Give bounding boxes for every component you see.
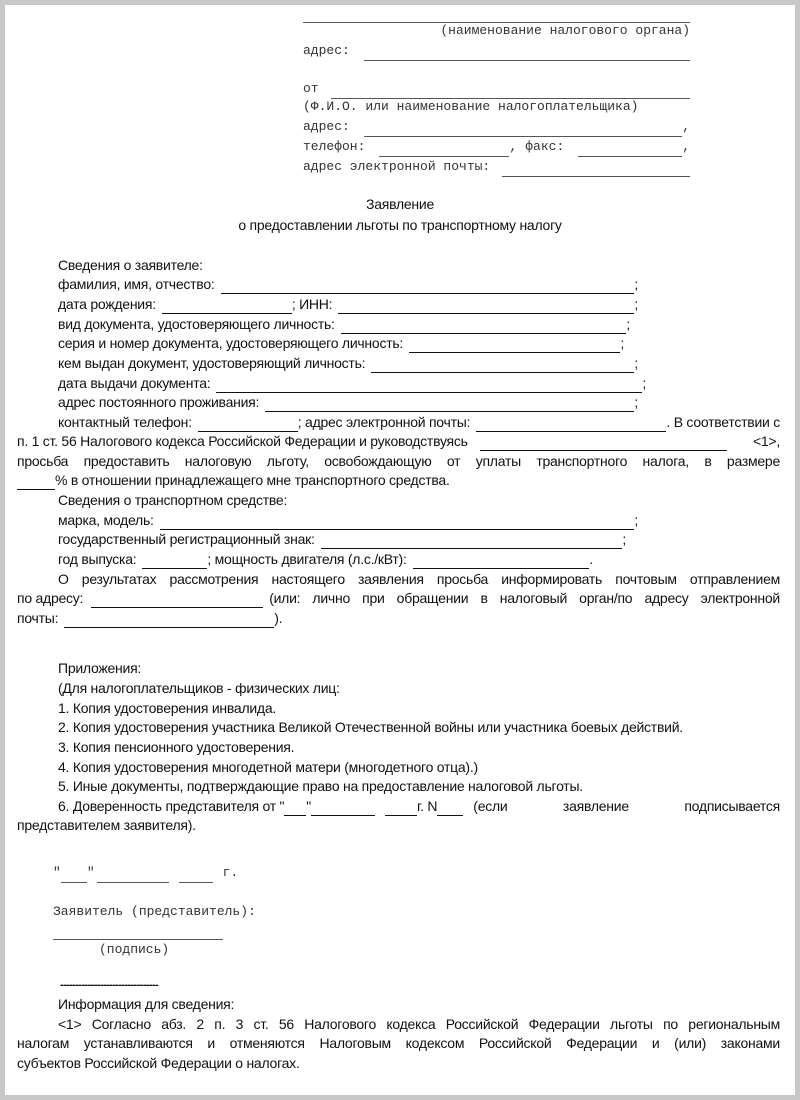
attachment-item: 4. Копия удостоверения многодетной матери (многодетного отца).) xyxy=(58,759,478,775)
benefit-basis-text: п. 1 ст. 56 Налогового кодекса Российской Федерации и руководствуясь xyxy=(17,433,468,449)
footnote-separator: -------------------------------- xyxy=(60,979,159,991)
address-label: адрес: xyxy=(303,43,350,58)
taxpayer-caption: (Ф.И.О. или наименование налогоплательщика) xyxy=(303,99,639,114)
birth-date-label: дата рождения: xyxy=(58,296,156,312)
id-doc-type-row: вид документа, удостоверяющего личность: ; xyxy=(58,316,630,332)
poa-year-field[interactable] xyxy=(385,800,417,816)
fax-label: факс: xyxy=(525,139,565,154)
vehicle-model-row: марка, модель: ; xyxy=(58,512,638,528)
id-doc-number-row: серия и номер документа, удостоверяющего личность: ; xyxy=(58,335,624,351)
benefit-basis-row xyxy=(17,431,780,451)
contact-row xyxy=(58,412,780,432)
poa-condition-text-cont: представителем заявителя). xyxy=(17,817,196,833)
contact-phone-label: контактный телефон: xyxy=(58,414,192,430)
inn-field[interactable] xyxy=(338,298,634,314)
footnote-text: субъектов Российской Федерации о налогах. xyxy=(17,1055,300,1071)
taxpayer-address-row: адрес: , xyxy=(303,117,690,137)
attachment-item: 3. Копия пенсионного удостоверения. xyxy=(58,739,295,755)
contact-phone-field[interactable] xyxy=(198,416,298,432)
email-field[interactable] xyxy=(502,161,690,177)
vehicle-year-power-row: год выпуска: ; мощность двигателя (л.с./кВт): . xyxy=(58,551,593,567)
attachments-heading: Приложения: xyxy=(58,660,142,676)
sign-year-field[interactable] xyxy=(179,867,213,883)
full-name-label: фамилия, имя, отчество: xyxy=(58,276,215,292)
benefit-request-text: просьба предоставить налоговую льготу, освобождающую от уплаты транспортного налога, в размере xyxy=(17,453,780,469)
phone-field[interactable] xyxy=(379,141,509,157)
vehicle-model-label: марка, модель: xyxy=(58,512,154,528)
poa-month-field[interactable] xyxy=(311,800,375,816)
accordance-text: . В соответствии с xyxy=(666,414,780,430)
residence-row: адрес постоянного проживания: ; xyxy=(58,394,638,410)
attachment-item: 1. Копия удостоверения инвалида. xyxy=(58,700,277,716)
result-alt-text: (или: лично при обращении в налоговый орган/по адресу электронной xyxy=(269,590,780,606)
result-address-label: по адресу: xyxy=(17,590,84,606)
result-notify-text: О результатах рассмотрения настоящего заявления просьба информировать почтовым отправлением xyxy=(58,571,780,587)
benefit-percent-row xyxy=(17,470,450,490)
phone-fax-row: телефон: , факс: , xyxy=(303,137,690,157)
full-name-row: фамилия, имя, отчество: ; xyxy=(58,276,638,292)
benefit-percent-text: % в отношении принадлежащего мне транспортного средства. xyxy=(55,472,450,488)
id-doc-number-label: серия и номер документа, удостоверяющего личность: xyxy=(58,335,404,351)
vehicle-power-label: ; мощность двигателя (л.с./кВт): xyxy=(207,551,407,567)
email-label: адрес электронной почты: xyxy=(303,159,491,174)
vehicle-power-field[interactable] xyxy=(413,553,590,569)
full-name-field[interactable] xyxy=(221,278,635,294)
inn-label: ; ИНН: xyxy=(291,296,333,312)
result-address-row xyxy=(17,588,780,608)
id-doc-issuer-field[interactable] xyxy=(371,357,634,373)
benefit-law-field[interactable] xyxy=(480,435,727,451)
year-suffix: г. xyxy=(222,865,239,880)
vehicle-plate-row: государственный регистрационный знак: ; xyxy=(58,531,626,547)
poa-number-field[interactable] xyxy=(437,800,463,816)
result-email-label: почты: xyxy=(17,610,59,626)
id-doc-type-field[interactable] xyxy=(341,318,627,334)
result-address-field[interactable] xyxy=(91,592,263,608)
id-doc-issuer-label: кем выдан документ, удостоверяющий личность: xyxy=(58,355,366,371)
sign-month-field[interactable] xyxy=(97,867,169,883)
id-doc-number-field[interactable] xyxy=(409,337,620,353)
from-row xyxy=(303,79,690,99)
benefit-percent-field[interactable] xyxy=(17,474,55,490)
birth-inn-row: дата рождения: ; ИНН: ; xyxy=(58,296,638,312)
footnote-text: <1> Согласно абз. 2 п. 3 ст. 56 Налогового кодекса Российской Федерации льготы по региональным xyxy=(58,1016,780,1032)
power-of-attorney-label: 6. Доверенность представителя от " xyxy=(58,798,285,814)
contact-email-label: ; адрес электронной почты: xyxy=(297,414,471,430)
id-doc-type-label: вид документа, удостоверяющего личность: xyxy=(58,316,335,332)
footnote-heading: Информация для сведения: xyxy=(58,996,235,1012)
result-email-row: почты: ). xyxy=(17,610,283,626)
tax-authority-address-row xyxy=(303,41,690,61)
poa-day-field[interactable] xyxy=(284,800,306,816)
attachment-item-6: 6. Доверенность представителя от " " г. N (если заявление подписывается xyxy=(58,798,780,814)
taxpayer-address-label: адрес: xyxy=(303,119,350,134)
attachment-item: 2. Копия удостоверения участника Великой Отечественной войны или участника боевых действий. xyxy=(58,719,683,735)
document-title: Заявление xyxy=(366,196,434,212)
attachment-item: 5. Иные документы, подтверждающие право на предоставление налоговой льготы. xyxy=(58,778,583,794)
phone-label: телефон: xyxy=(303,139,366,154)
birth-date-field[interactable] xyxy=(162,298,292,314)
sign-day-field[interactable] xyxy=(61,867,87,883)
email-row xyxy=(303,157,690,177)
document-subtitle: о предоставлении льготы по транспортному налогу xyxy=(238,217,562,233)
fax-field[interactable] xyxy=(578,141,682,157)
id-doc-date-label: дата выдачи документа: xyxy=(58,375,211,391)
applicant-signature-label: Заявитель (представитель): xyxy=(53,904,256,919)
vehicle-plate-field[interactable] xyxy=(321,533,623,549)
signature-caption: (подпись) xyxy=(99,942,170,957)
attachments-intro: (Для налогоплательщиков - физических лиц: xyxy=(58,680,340,696)
result-email-field[interactable] xyxy=(64,612,274,628)
document-page xyxy=(5,5,795,1095)
id-doc-issuer-row: кем выдан документ, удостоверяющий личность: ; xyxy=(58,355,638,371)
vehicle-plate-label: государственный регистрационный знак: xyxy=(58,531,315,547)
taxpayer-address-field[interactable] xyxy=(364,121,682,137)
vehicle-year-field[interactable] xyxy=(142,553,207,569)
id-doc-date-field[interactable] xyxy=(216,377,642,393)
footnote-text: налогам устанавливаются и отменяются Налоговым кодексом Российской Федерации и (или) законами xyxy=(17,1035,780,1051)
signature-date-row: " " г. xyxy=(53,863,238,883)
contact-email-field[interactable] xyxy=(476,416,666,432)
vehicle-year-label: год выпуска: xyxy=(58,551,137,567)
vehicle-model-field[interactable] xyxy=(160,514,635,530)
tax-authority-caption: (наименование налогового органа) xyxy=(440,23,690,38)
residence-field[interactable] xyxy=(265,396,634,412)
residence-label: адрес постоянного проживания: xyxy=(58,394,260,410)
id-doc-date-row: дата выдачи документа: ; xyxy=(58,375,646,391)
from-label: от xyxy=(303,81,319,96)
applicant-heading: Сведения о заявителе: xyxy=(58,257,203,273)
poa-condition-text: (если заявление подписывается xyxy=(473,798,780,814)
poa-number-label: г. N xyxy=(417,798,438,814)
footnote-ref: <1>, xyxy=(752,433,780,449)
address-field[interactable] xyxy=(364,45,690,61)
vehicle-heading: Сведения о транспортном средстве: xyxy=(58,492,288,508)
